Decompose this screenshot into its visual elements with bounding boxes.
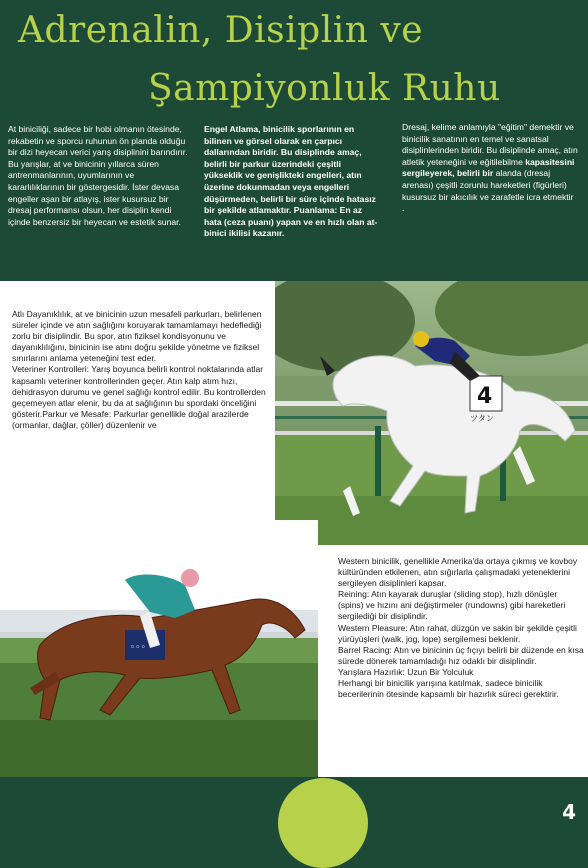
veterinary-paragraph: Veteriner Kontrolleri: Yarış boyunca belirli kontrol noktalarında atlar kapsamlı veteriner kontrollerinden geçer. Atın kalp atım hızı, dehidrasyon durumu ve genel sağlığı kontrol edilir. Bu kontrollerden geçemeyen atlar elenir, bu da at sağlığının bu spordaki önceliğini gösterir.Parkur ve Mesafe: Parkurlar genellikle doğal arazilerde (ormanlar, dağlar, çöller) düzenlenir ve xyxy=(12,364,266,430)
intro-column-left: At biniciliği, sadece bir hobi olmanın ötesinde, rekabetin ve sporcu ruhunun ön planda olduğu bir dizi heyecan verici yarış disiplinini barındırır. Bu yarışlar, at ve binicinin yıllarca süren antrenmanlarının, uyumlarının ve kararlılıklarının bir göstergesidir. İster devasa engeller aşan bir atlayış, ister kusursuz bir dresaj performansı olsun, her disiplin kendi içinde benzersiz bir heyecan ve estetik sunar. xyxy=(8,124,188,227)
intro-column-dressage xyxy=(402,122,578,215)
intro-column-show-jumping: Engel Atlama, binicilik sporlarının en bilinen ve görsel olarak en çarpıcı dallarından biridir. Bu disiplinde amaç, belirli bir parkur üzerindeki çeşitli yükseklik ve genişlikteki engelleri, atın üzerine dokunmadan veya engelleri düşürmeden, belirli bir süre içinde hatasız bir şekilde atlamaktır. Puanlama: En az hata (ceza puanı) yapan ve en hızlı olan at-binici ikilisi kazanır. xyxy=(204,124,378,239)
endurance-text xyxy=(12,309,270,431)
saddle-number: 4 xyxy=(477,384,493,409)
page-number: 4 xyxy=(562,800,576,824)
accent-circle xyxy=(278,778,368,868)
dressage-text-2: alanda (dresaj arenası) çeşitli zorunlu hareketleri (figürleri) kusursuz bir akıcılık ve zarafetle icra etmektir . xyxy=(402,168,574,214)
brown-racehorse-illustration xyxy=(0,520,318,777)
preparation-paragraph: Herhangi bir binicilik yarışına katılmak, sadece binicilik becerilerinin ötesinde kapsamlı bir hazırlık süreci gerektirir. xyxy=(338,678,559,700)
page-title-line-1: Adrenalin, Disiplin ve xyxy=(18,10,424,51)
preparation-heading: Yarışlara Hazırlık: Uzun Bir Yolculuk xyxy=(338,666,474,677)
photo-brown-racehorse xyxy=(0,520,318,777)
western-text xyxy=(338,556,584,700)
svg-text:◦◦◦: ◦◦◦ xyxy=(130,643,146,653)
photo-white-racehorse xyxy=(275,281,588,545)
saddle-name: ツタン xyxy=(470,414,494,423)
barrel-racing-paragraph: Barrel Racing: Atın ve binicinin üç fıçıyı belirli bir düzende en kısa sürede dönerek tamamladığı hız odaklı bir disiplindir. xyxy=(338,644,584,666)
western-pleasure-paragraph: Western Pleasure: Atın rahat, düzgün ve sakin bir şekilde çeşitli yürüyüşleri (walk, jog, lope) sergilemesi beklenir. xyxy=(338,622,577,644)
dressage-text-1: Dresaj, kelime anlamıyla "eğitim" demektir ve binicilik sanatının en temel ve sanatsal disiplinlerinden biridir. Bu disiplinde amaç, atın atletik yeteneğini ve eğitilebilme xyxy=(402,122,578,167)
page-title-line-2: Şampiyonluk Ruhu xyxy=(148,68,501,109)
white-racehorse-illustration xyxy=(275,281,588,545)
endurance-paragraph: Atlı Dayanıklılık, at ve binicinin uzun mesafeli parkurları, belirlenen süreler içinde ve atın sağlığını koruyarak tamamlamayı hedeflediği zorlu bir disiplindir. Bu spor, atın fiziksel kondisyonunu ve dayanıklılığını, binicinin ise atını doğru şekilde yönetme ve fiziksel sınırlarını anlama yeteneğini test eder. xyxy=(12,309,262,364)
western-intro: Western binicilik, genellikle Amerika'da ortaya çıkmış ve kovboy kültüründen etkilenen, atın sığırlarla çalışmadaki yeteneklerini sergileyen disiplinleri kapsar. xyxy=(338,556,578,589)
dressage-text-highlight: kapasitesini sergileyerek, belirli bir xyxy=(402,156,575,179)
reining-paragraph: Reining: Atın kayarak duruşlar (sliding stop), hızlı dönüşler (spins) ve hızını ani değiştirmeler (rundowns) gibi hareketleri sergilediği bir disiplindir. xyxy=(338,589,566,622)
